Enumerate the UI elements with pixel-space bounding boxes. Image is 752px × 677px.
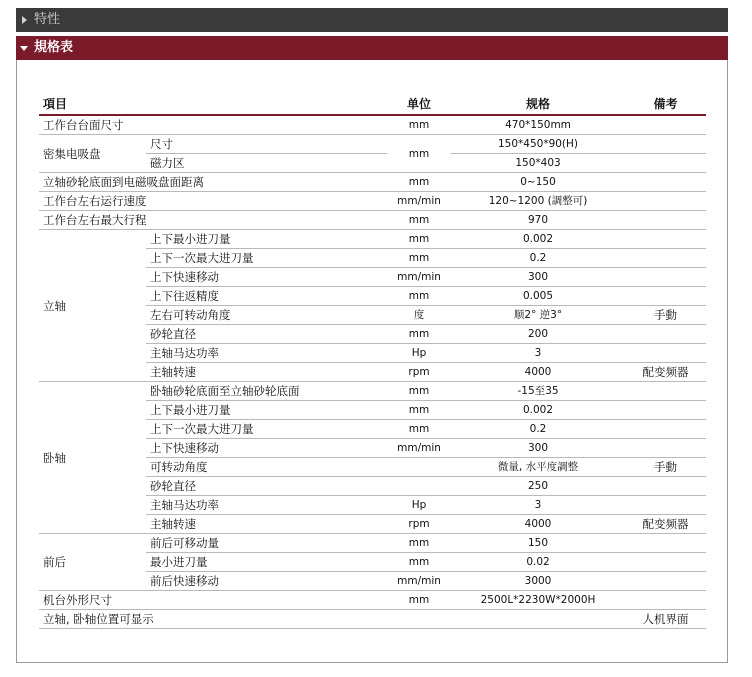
spec-cell: 0.2: [451, 249, 625, 268]
group-cell: 前后: [39, 534, 146, 591]
remark-cell: [625, 534, 706, 553]
spec-cell: 微量, 水平度調整: [451, 458, 625, 477]
table-row: [39, 610, 706, 629]
remark-cell: 手動: [625, 306, 706, 325]
item-cell: 机台外形尺寸: [39, 591, 387, 610]
header-spec: 规格: [451, 94, 625, 115]
spec-cell: 970: [451, 211, 625, 230]
header-unit: 单位: [387, 94, 451, 115]
unit-cell: Hp: [387, 344, 451, 363]
unit-cell: mm: [387, 230, 451, 249]
sub-item-cell: 主轴转速: [146, 515, 387, 534]
features-section-header[interactable]: [16, 8, 728, 32]
spec-cell: 顺2° 逆3°: [451, 306, 625, 325]
item-cell: 工作台左右最大行程: [39, 211, 387, 230]
unit-cell: Hp: [387, 496, 451, 515]
table-row: [39, 382, 706, 401]
spec-cell: 3: [451, 496, 625, 515]
group-cell: 卧轴: [39, 382, 146, 534]
spec-cell: -15至35: [451, 382, 625, 401]
unit-cell: mm: [387, 287, 451, 306]
table-row: [39, 534, 706, 553]
spec-cell: 2500L*2230W*2000H: [451, 591, 625, 610]
remark-cell: [625, 420, 706, 439]
spec-cell: 300: [451, 268, 625, 287]
table-row: [39, 591, 706, 610]
spec-cell: 200: [451, 325, 625, 344]
unit-cell: mm: [387, 115, 451, 135]
unit-cell: mm: [387, 135, 451, 173]
spec-cell: 4000: [451, 515, 625, 534]
sub-item-cell: 尺寸: [146, 135, 387, 154]
remark-cell: 人机界面: [625, 610, 706, 629]
remark-cell: [625, 211, 706, 230]
unit-cell: mm: [387, 249, 451, 268]
item-cell: 密集电吸盘: [39, 135, 146, 173]
remark-cell: [625, 268, 706, 287]
unit-cell: mm/min: [387, 572, 451, 591]
remark-cell: [625, 496, 706, 515]
features-label: 特性: [34, 12, 61, 27]
unit-cell: [387, 610, 451, 629]
sub-item-cell: 磁力区: [146, 154, 387, 173]
unit-cell: rpm: [387, 363, 451, 382]
spec-cell: 3000: [451, 572, 625, 591]
table-row: [39, 230, 706, 249]
item-cell: 工作台台面尺寸: [39, 115, 387, 135]
sub-item-cell: 上下往返精度: [146, 287, 387, 306]
remark-cell: [625, 135, 706, 154]
sub-item-cell: 可转动角度: [146, 458, 387, 477]
sub-item-cell: 左右可转动角度: [146, 306, 387, 325]
spec-cell: 150*403: [451, 154, 625, 173]
spec-cell: 0.005: [451, 287, 625, 306]
table-row: [39, 211, 706, 230]
spec-table: [39, 94, 706, 629]
sub-item-cell: 主轴转速: [146, 363, 387, 382]
sub-item-cell: 上下最小进刀量: [146, 401, 387, 420]
sub-item-cell: 上下一次最大进刀量: [146, 249, 387, 268]
collapsed-triangle-icon: [22, 16, 27, 24]
remark-cell: [625, 439, 706, 458]
header-remark: 備考: [625, 94, 706, 115]
remark-cell: [625, 230, 706, 249]
remark-cell: [625, 344, 706, 363]
remark-cell: [625, 553, 706, 572]
spec-cell: 120~1200 (調整可): [451, 192, 625, 211]
unit-cell: mm: [387, 420, 451, 439]
spec-section-header[interactable]: [16, 36, 728, 60]
remark-cell: [625, 173, 706, 192]
sub-item-cell: 主轴马达功率: [146, 496, 387, 515]
remark-cell: [625, 287, 706, 306]
remark-cell: [625, 477, 706, 496]
spec-cell: 0.002: [451, 230, 625, 249]
spec-panel: [16, 60, 728, 663]
sub-item-cell: 前后快速移动: [146, 572, 387, 591]
remark-cell: 配变频器: [625, 363, 706, 382]
unit-cell: [387, 477, 451, 496]
table-header-row: [39, 94, 706, 115]
unit-cell: mm/min: [387, 268, 451, 287]
spec-cell: 0.02: [451, 553, 625, 572]
expanded-triangle-icon: [20, 46, 28, 51]
header-item: 項目: [39, 94, 387, 115]
unit-cell: [387, 458, 451, 477]
remark-cell: [625, 401, 706, 420]
remark-cell: [625, 325, 706, 344]
spec-cell: [451, 610, 625, 629]
remark-cell: 手動: [625, 458, 706, 477]
spec-cell: 300: [451, 439, 625, 458]
remark-cell: [625, 115, 706, 135]
sub-item-cell: 卧轴砂轮底面至立轴砂轮底面: [146, 382, 387, 401]
unit-cell: mm: [387, 211, 451, 230]
unit-cell: rpm: [387, 515, 451, 534]
item-cell: 立轴砂轮底面到电磁吸盘面距离: [39, 173, 387, 192]
remark-cell: [625, 249, 706, 268]
spec-cell: 0~150: [451, 173, 625, 192]
spec-cell: 150: [451, 534, 625, 553]
sub-item-cell: 砂轮直径: [146, 325, 387, 344]
sub-item-cell: 上下快速移动: [146, 439, 387, 458]
spec-cell: 0.002: [451, 401, 625, 420]
unit-cell: 度: [387, 306, 451, 325]
item-cell: 立轴, 卧轴位置可显示: [39, 610, 387, 629]
remark-cell: 配变频器: [625, 515, 706, 534]
unit-cell: mm: [387, 173, 451, 192]
unit-cell: mm: [387, 401, 451, 420]
unit-cell: mm: [387, 325, 451, 344]
spec-cell: 250: [451, 477, 625, 496]
unit-cell: mm/min: [387, 192, 451, 211]
unit-cell: mm: [387, 591, 451, 610]
sub-item-cell: 前后可移动量: [146, 534, 387, 553]
table-row: [39, 135, 706, 154]
group-cell: 立轴: [39, 230, 146, 382]
remark-cell: [625, 382, 706, 401]
unit-cell: mm/min: [387, 439, 451, 458]
spec-cell: 0.2: [451, 420, 625, 439]
sub-item-cell: 上下快速移动: [146, 268, 387, 287]
sub-item-cell: 上下一次最大进刀量: [146, 420, 387, 439]
sub-item-cell: 主轴马达功率: [146, 344, 387, 363]
unit-cell: mm: [387, 382, 451, 401]
table-row: [39, 192, 706, 211]
table-row: [39, 173, 706, 192]
unit-cell: mm: [387, 553, 451, 572]
remark-cell: [625, 572, 706, 591]
spec-cell: 150*450*90(H): [451, 135, 625, 154]
sub-item-cell: 上下最小进刀量: [146, 230, 387, 249]
spec-cell: 4000: [451, 363, 625, 382]
table-row: [39, 115, 706, 135]
spec-cell: 3: [451, 344, 625, 363]
remark-cell: [625, 591, 706, 610]
sub-item-cell: 砂轮直径: [146, 477, 387, 496]
remark-cell: [625, 192, 706, 211]
sub-item-cell: 最小进刀量: [146, 553, 387, 572]
spec-cell: 470*150mm: [451, 115, 625, 135]
spec-label: 規格表: [34, 40, 74, 55]
unit-cell: mm: [387, 534, 451, 553]
remark-cell: [625, 154, 706, 173]
item-cell: 工作台左右运行速度: [39, 192, 387, 211]
